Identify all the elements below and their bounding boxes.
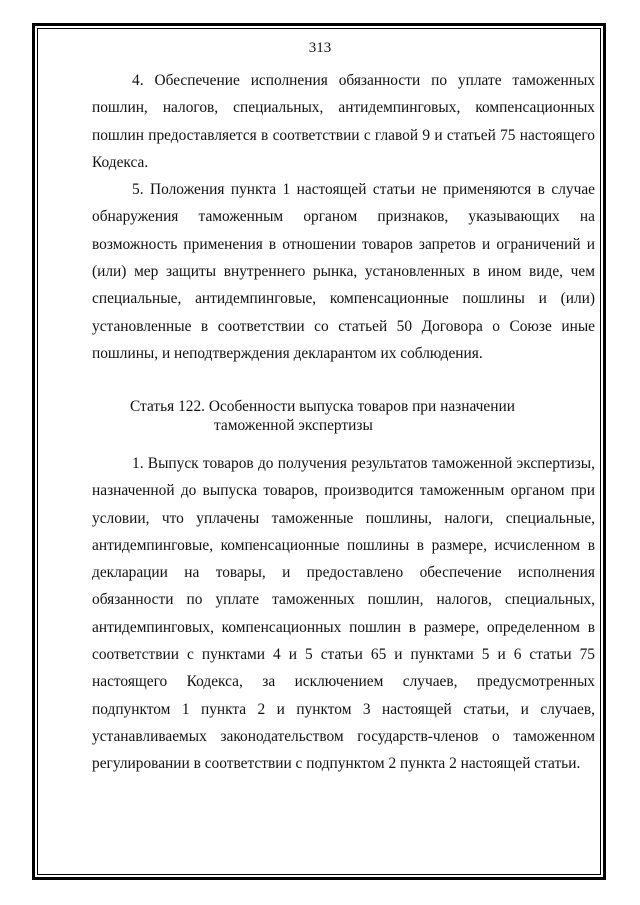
article-heading [130,397,590,435]
paragraph-5: 5. Положения пункта 1 настоящей статьи не применяются в случае обнаружения таможенным органом признаков, указывающих на возможность применения в отношении товаров запретов и ограничений и (или) мер защиты внутреннего рынка, установленных в ином виде, чем специальные, антидемпинговые, компенсационные пошлины и (или) установленные в соответствии со статьей 50 Договора о Союзе иные пошлины, и неподтверждения декларантом их соблюдения. [92,181,595,362]
article-title-line1: Статья 122. Особенности выпуска товаров при назначении [130,398,515,415]
paragraph-4: 4. Обеспечение исполнения обязанности по уплате таможенных пошлин, налогов, специальных, антидемпинговых, компенсационных пошлин предоставляется в соответствии с главой 9 и статьей 75 настоящего Кодекса. [92,72,595,171]
page-number: 313 [308,40,332,56]
text-block-top [92,67,595,367]
text-block-article [92,450,595,778]
article-paragraph-1: 1. Выпуск товаров до получения результатов таможенной экспертизы, назначенной до выпуска товаров, производится таможенным органом при условии, что уплачены таможенные пошлины, налоги, специальные, антидемпинговые, компенсационные пошлины в размере, исчисленном в декларации на товары, и предоставлено обеспечение исполнения обязанности по уплате таможенных пошлин, налогов, специальных, антидемпинговых, компенсационных пошлин в размере, определенном в соответствии с пунктами 4 и 5 статьи 65 и пунктами 5 и 6 статьи 75 настоящего Кодекса, за исключением случаев, предусмотренных подпунктом 1 пункта 2 и пунктом 3 настоящей статьи, и случаев, устанавливаемых законодательством государств-членов о таможенном регулировании в соответствии с подпунктом 2 пункта 2 настоящей статьи. [92,455,595,773]
article-title-line2: таможенной экспертизы [214,417,373,434]
